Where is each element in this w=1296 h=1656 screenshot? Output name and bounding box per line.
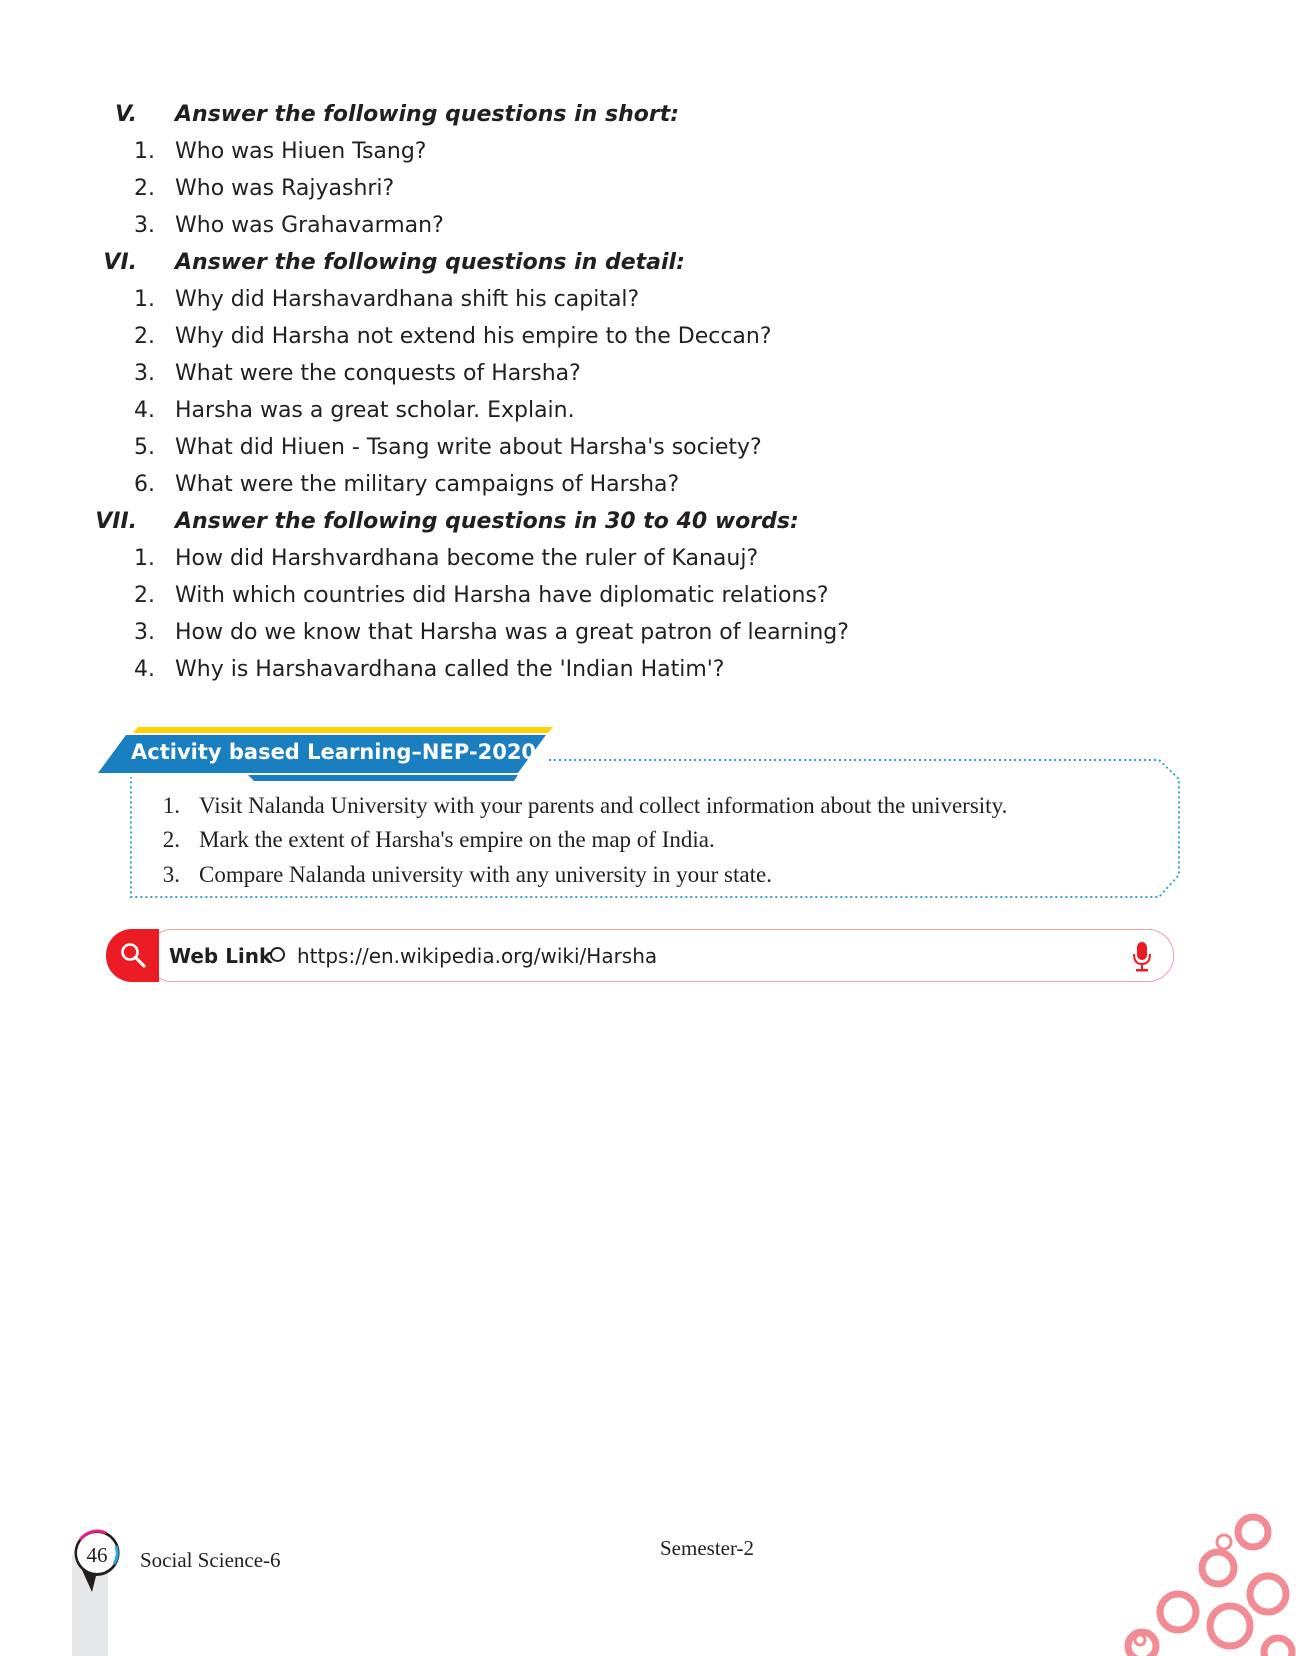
section-vi-title (0, 250, 900, 284)
question-item: 4. Why is Harshavardhana called the 'Indian Hatim'? (134, 657, 725, 682)
web-link-field[interactable] (146, 929, 1174, 982)
search-icon (120, 942, 146, 968)
question-item: 3. How do we know that Harsha was a great patron of learning? (134, 620, 849, 645)
activity-item: 3. Compare Nalanda university with any university in your state. (162, 862, 772, 887)
web-link-label: Web Link (169, 944, 273, 968)
question-item: 2. Who was Rajyashri? (134, 176, 395, 201)
activity-item: 2. Mark the extent of Harsha's empire on the map of India. (162, 827, 715, 852)
question-item: 4. Harsha was a great scholar. Explain. (134, 398, 575, 423)
section-heading: Answer the following questions in 30 to 40 words: (175, 509, 799, 534)
section-vii-title (0, 509, 900, 543)
semester-label: Semester-2 (660, 1536, 755, 1560)
microphone-icon[interactable] (1133, 942, 1151, 972)
question-item: 1. Why did Harshavardhana shift his capital? (134, 287, 640, 312)
question-item: 3. What were the conquests of Harsha? (134, 361, 581, 386)
section-heading: Answer the following questions in detail: (175, 250, 685, 275)
section-v-title (0, 102, 900, 136)
activity-title: Activity based Learning–NEP-2020 (131, 740, 537, 764)
question-item: 2. With which countries did Harsha have diplomatic relations? (134, 583, 829, 608)
section-heading: Answer the following questions in short: (175, 102, 680, 127)
book-title: Social Science-6 (140, 1548, 281, 1572)
section-numeral: V. (115, 102, 137, 127)
search-button[interactable] (106, 929, 159, 982)
web-link-url[interactable]: https://en.wikipedia.org/wiki/Harsha (297, 944, 658, 968)
question-item: 5. What did Hiuen - Tsang write about Harsha's society? (134, 435, 762, 460)
question-item: 6. What were the military campaigns of Harsha? (134, 472, 680, 497)
decorative-circles (1118, 1512, 1296, 1656)
section-numeral: VII. (95, 509, 137, 534)
question-item: 1. How did Harshvardhana become the ruler of Kanauj? (134, 546, 759, 571)
question-item: 2. Why did Harsha not extend his empire to the Deccan? (134, 324, 772, 349)
question-item: 1. Who was Hiuen Tsang? (134, 139, 427, 164)
page-number: 46 (86, 1543, 108, 1567)
bullet-circle-icon (270, 947, 285, 962)
section-numeral: VI. (103, 250, 137, 275)
question-item: 3. Who was Grahavarman? (134, 213, 444, 238)
web-link-bar (106, 929, 1174, 982)
activity-item: 1. Visit Nalanda University with your parents and collect information about the university. (162, 793, 1008, 818)
